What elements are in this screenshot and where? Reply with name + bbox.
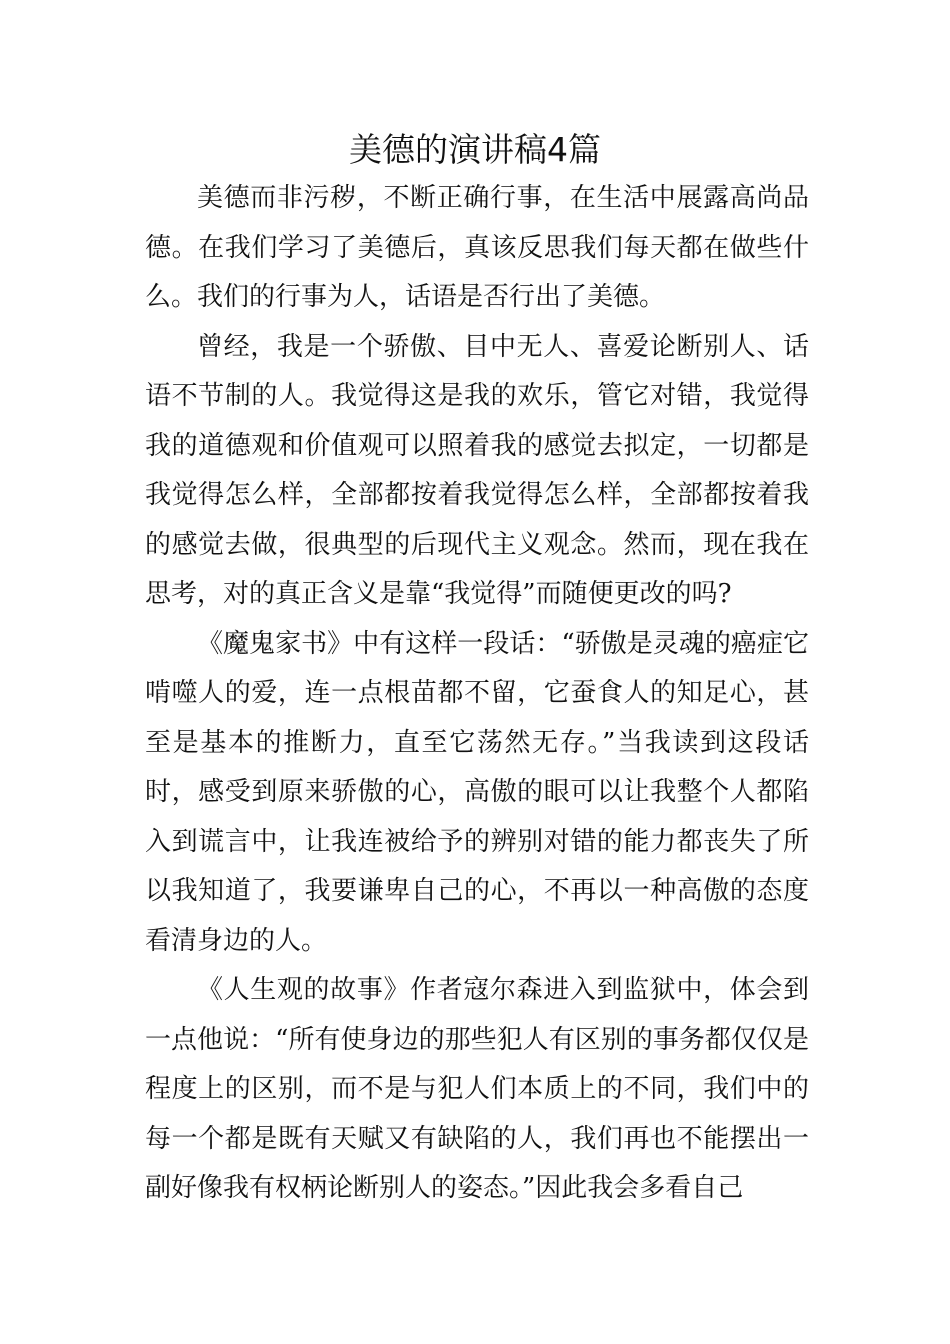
- paragraph-1: 美德而非污秽，不断正确行事，在生活中展露高尚品德。在我们学习了美德后，真该反思我们每天都在做些什么。我们的行事为人，话语是否行出了美德。: [145, 183, 809, 312]
- paragraph-2: 曾经，我是一个骄傲、目中无人、喜爱论断别人、话语不节制的人。我觉得这是我的欢乐，管它对错，我觉得我的道德观和价值观可以照着我的感觉去拟定，一切都是我觉得怎么样，全部都按着我觉得怎么样，全部都按着我的感觉去做，很典型的后现代主义观念。然而，现在我在思考，对的真正含义是靠“我觉得”而随便更改的吗?: [145, 331, 809, 609]
- paragraph-4: 《人生观的故事》作者寇尔森进入到监狱中，体会到一点他说：“所有使身边的那些犯人有区别的事务都仅仅是程度上的区别，而不是与犯人们本质上的不同，我们中的每一个都是既有天赋又有缺陷的人，我们再也不能摆出一副好像我有权柄论断别人的姿态。”因此我会多看自己: [145, 975, 809, 1203]
- paragraph-3: 《魔鬼家书》中有这样一段话：“骄傲是灵魂的癌症它啃噬人的爱，连一点根苗都不留，它蚕食人的知足心，甚至是基本的推断力，直至它荡然无存。”当我读到这段话时，感受到原来骄傲的心，高傲的眼可以让我整个人都陷入到谎言中，让我连被给予的辨别对错的能力都丧失了所以我知道了，我要谦卑自己的心，不再以一种高傲的态度看清身边的人。: [145, 628, 809, 956]
- document-body: [145, 174, 809, 1214]
- document-title: 美德的演讲稿4篇: [349, 130, 601, 169]
